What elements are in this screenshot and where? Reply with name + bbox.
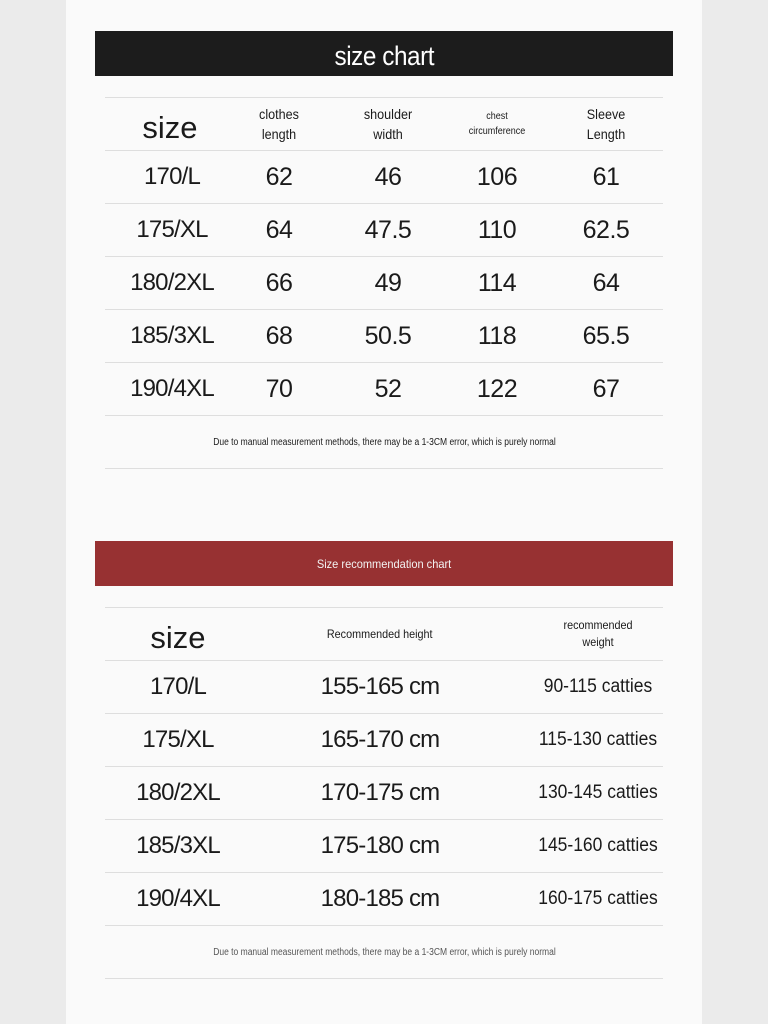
cell-sleeve-length: 65.5: [582, 321, 630, 350]
table-row: [105, 660, 663, 713]
cell-recommended-height: 170-175 cm: [320, 779, 440, 806]
cell-size: 170/L: [149, 673, 207, 700]
cell-shoulder-width: 47.5: [364, 215, 412, 244]
recommendation-header-row: [105, 607, 663, 660]
cell-recommended-weight: 115-130 catties: [538, 729, 658, 750]
cell-clothes-length: 62: [265, 162, 293, 191]
size-chart-table: [105, 97, 663, 469]
size-chart-note-row: [105, 415, 663, 469]
cell-recommended-weight: 90-115 catties: [543, 676, 653, 697]
cell-shoulder-width: 46: [374, 162, 402, 191]
table-row: [105, 256, 663, 309]
cell-chest: 106: [476, 162, 518, 191]
cell-sleeve-length: 64: [592, 268, 620, 297]
header-recommended-height: Recommended height: [327, 627, 433, 641]
size-chart-header-row: [105, 97, 663, 150]
cell-shoulder-width: 49: [374, 268, 402, 297]
cell-size: 170/L: [143, 163, 201, 190]
cell-chest: 122: [476, 374, 518, 403]
cell-sleeve-length: 62.5: [582, 215, 630, 244]
cell-size: 175/XL: [142, 726, 214, 753]
cell-chest: 118: [477, 321, 517, 350]
cell-clothes-length: 70: [265, 374, 293, 403]
cell-recommended-height: 155-165 cm: [320, 673, 440, 700]
measurement-note: Due to manual measurement methods, there may be a 1-3CM error, which is purely normal: [212, 946, 556, 958]
table-row: [105, 362, 663, 415]
header-recommended-weight: recommended weight: [563, 618, 633, 649]
cell-shoulder-width: 50.5: [364, 321, 412, 350]
cell-recommended-weight: 160-175 catties: [538, 888, 658, 909]
recommendation-banner: [95, 541, 673, 586]
cell-clothes-length: 68: [265, 321, 293, 350]
table-row: [105, 203, 663, 256]
cell-recommended-height: 165-170 cm: [320, 726, 440, 753]
header-chest-circumference: chest circumference: [468, 111, 526, 137]
cell-size: 185/3XL: [130, 322, 214, 349]
size-chart-banner: [95, 31, 673, 76]
table-row: [105, 872, 663, 925]
measurement-note: Due to manual measurement methods, there may be a 1-3CM error, which is purely normal: [212, 436, 556, 448]
header-clothes-length: clothes length: [259, 106, 299, 142]
table-row: [105, 819, 663, 872]
cell-recommended-height: 180-185 cm: [320, 885, 440, 912]
size-chart-title: size chart: [334, 41, 434, 71]
header-shoulder-width: shoulder width: [363, 106, 413, 142]
table-row: [105, 309, 663, 362]
header-sleeve-length: Sleeve Length: [586, 106, 626, 142]
table-row: [105, 150, 663, 203]
cell-recommended-weight: 130-145 catties: [538, 782, 658, 803]
cell-chest: 114: [477, 268, 517, 297]
table-row: [105, 766, 663, 819]
recommendation-table: [105, 607, 663, 979]
recommendation-title: Size recommendation chart: [316, 556, 452, 571]
cell-size: 175/XL: [136, 216, 208, 243]
header-size: size: [142, 110, 198, 145]
cell-clothes-length: 66: [265, 268, 293, 297]
cell-recommended-height: 175-180 cm: [320, 832, 440, 859]
cell-size: 190/4XL: [130, 375, 214, 402]
cell-clothes-length: 64: [265, 215, 293, 244]
cell-sleeve-length: 67: [592, 374, 620, 403]
recommendation-note-row: [105, 925, 663, 979]
cell-size: 190/4XL: [136, 885, 220, 912]
cell-sleeve-length: 61: [592, 162, 620, 191]
cell-chest: 110: [477, 215, 517, 244]
cell-shoulder-width: 52: [374, 374, 402, 403]
header-size: size: [150, 620, 206, 655]
size-guide-page: [66, 0, 702, 1024]
cell-recommended-weight: 145-160 catties: [538, 835, 658, 856]
table-row: [105, 713, 663, 766]
cell-size: 180/2XL: [130, 269, 214, 296]
cell-size: 185/3XL: [136, 832, 220, 859]
cell-size: 180/2XL: [136, 779, 220, 806]
